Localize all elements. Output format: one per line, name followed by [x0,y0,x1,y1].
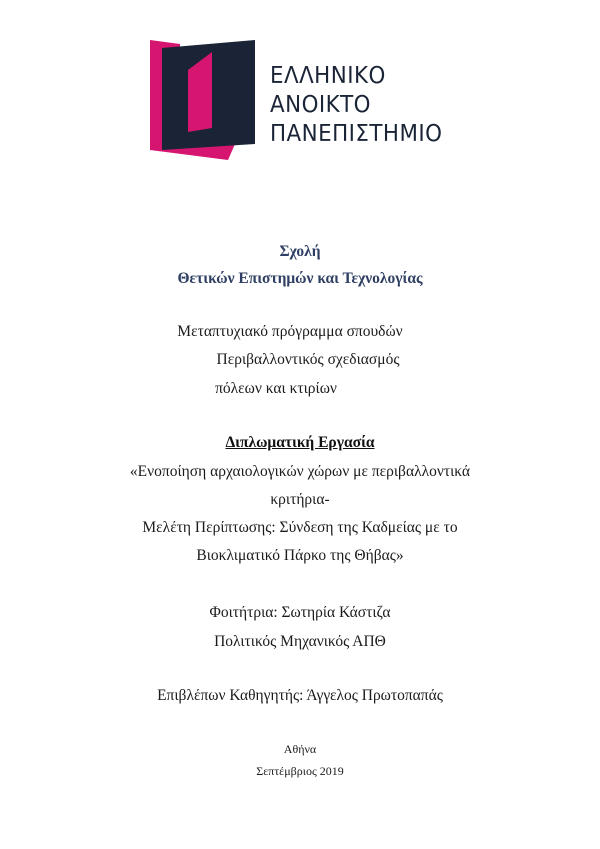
thesis-title-line-4: Βιοκλιματικό Πάρκο της Θήβας» [196,547,404,564]
supervisor: Επιβλέπων Καθηγητής: Άγγελος Πρωτοπαπάς [157,687,443,704]
thesis-title-line-3: Μελέτη Περίπτωσης: Σύνδεση της Καδμείας με το [142,519,458,536]
school-label: Σχολή [279,243,321,260]
university-name [270,62,442,149]
footer-date: Σεπτέμβριος 2019 [256,764,344,778]
footer-city: Αθήνα [283,742,317,756]
thesis-heading: Διπλωματική Εργασία [225,434,375,451]
logo-line-2: ΑΝΟΙΚΤΟ [270,92,371,118]
student-name: Φοιτήτρια: Σωτηρία Κάστιζα [209,604,391,621]
program-line-2: Περιβαλλοντικός σχεδιασμός [216,351,400,368]
thesis-title-line-2: κριτήρια- [270,491,330,508]
program-line-3: πόλεων και κτιρίων [215,380,337,397]
student-degree: Πολιτικός Μηχανικός ΑΠΘ [214,633,386,650]
logo-line-1: ΕΛΛΗΝΙΚΟ [270,63,386,89]
thesis-title-line-1: «Ενοποίηση αρχαιολογικών χώρων με περιβαλλοντικά [129,463,471,480]
logo-line-3: ΠΑΝΕΠΙΣΤΗΜΙΟ [270,121,443,147]
school-name: Θετικών Επιστημών και Τεχνολογίας [177,270,423,287]
program-line-1: Μεταπτυχιακό πρόγραμμα σπουδών [177,323,403,340]
